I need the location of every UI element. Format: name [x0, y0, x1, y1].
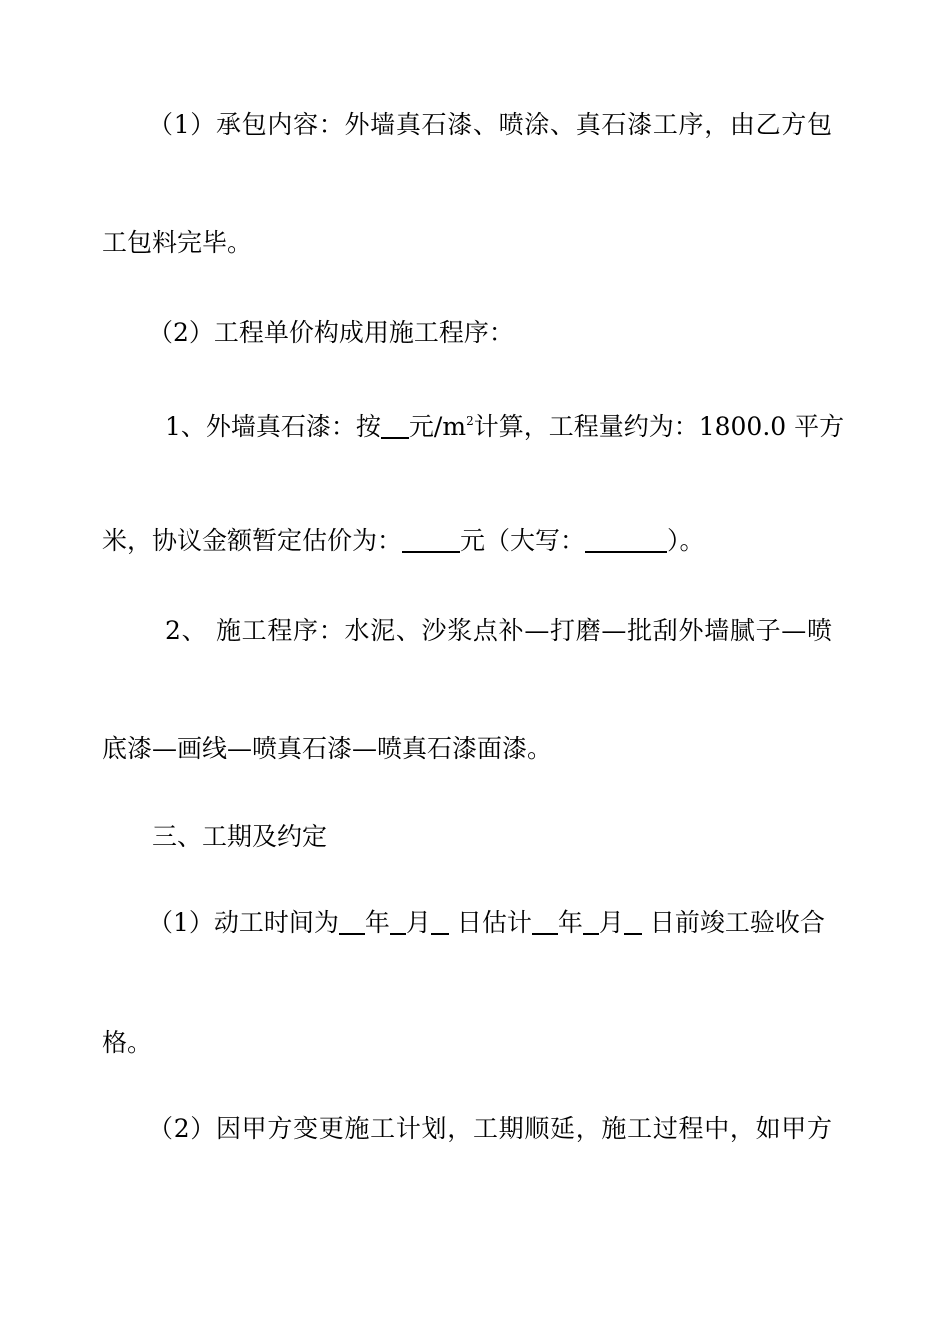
paragraph-line-2: 工包料完毕。: [102, 228, 253, 257]
paragraph-line-6: 2、 施工程序：水泥、沙浆点补—打磨—批刮外墙腻子—喷: [165, 616, 832, 645]
fill-blank: [402, 527, 460, 553]
paragraph-line-7: 底漆—画线—喷真石漆—喷真石漆面漆。: [102, 734, 553, 763]
fill-blank: [583, 909, 599, 935]
fill-blank: [339, 909, 365, 935]
fill-blank: [431, 909, 449, 935]
text-segment: （1）动工时间为: [148, 908, 339, 937]
fill-blank: [585, 527, 667, 553]
fill-blank: [532, 909, 558, 935]
paragraph-line-5: [102, 524, 802, 558]
fill-blank: [381, 413, 409, 439]
fill-blank: [390, 909, 406, 935]
paragraph-line-4: [165, 404, 845, 444]
paragraph-line-8: [148, 906, 832, 940]
text-segment: 日前竣工验收合: [641, 908, 825, 937]
text-segment: ）。: [667, 526, 705, 555]
text-segment: 月: [598, 908, 624, 937]
text-segment: 年: [557, 908, 583, 937]
paragraph-line-9: 格。: [102, 1028, 153, 1057]
text-segment: 月: [405, 908, 431, 937]
text-segment: 日估计: [448, 908, 532, 937]
section-heading: 三、工期及约定: [152, 822, 328, 851]
text-segment: 年: [364, 908, 390, 937]
paragraph-line-3: （2）工程单价构成用施工程序：: [148, 318, 514, 347]
text-segment: 米，协议金额暂定估价为：: [102, 526, 403, 555]
superscript: 2: [466, 414, 474, 428]
paragraph-line-10: （2）因甲方变更施工计划，工期顺延，施工过程中，如甲方: [148, 1114, 832, 1143]
text-segment: 计算，工程量约为：1800.0 平方: [473, 412, 845, 441]
text-segment: 元/m: [408, 412, 467, 441]
fill-blank: [624, 909, 642, 935]
text-segment: 1、外墙真石漆：按: [165, 412, 381, 441]
paragraph-line-1: （1）承包内容：外墙真石漆、喷涂、真石漆工序，由乙方包: [148, 110, 832, 139]
text-segment: 元（大写：: [460, 526, 586, 555]
